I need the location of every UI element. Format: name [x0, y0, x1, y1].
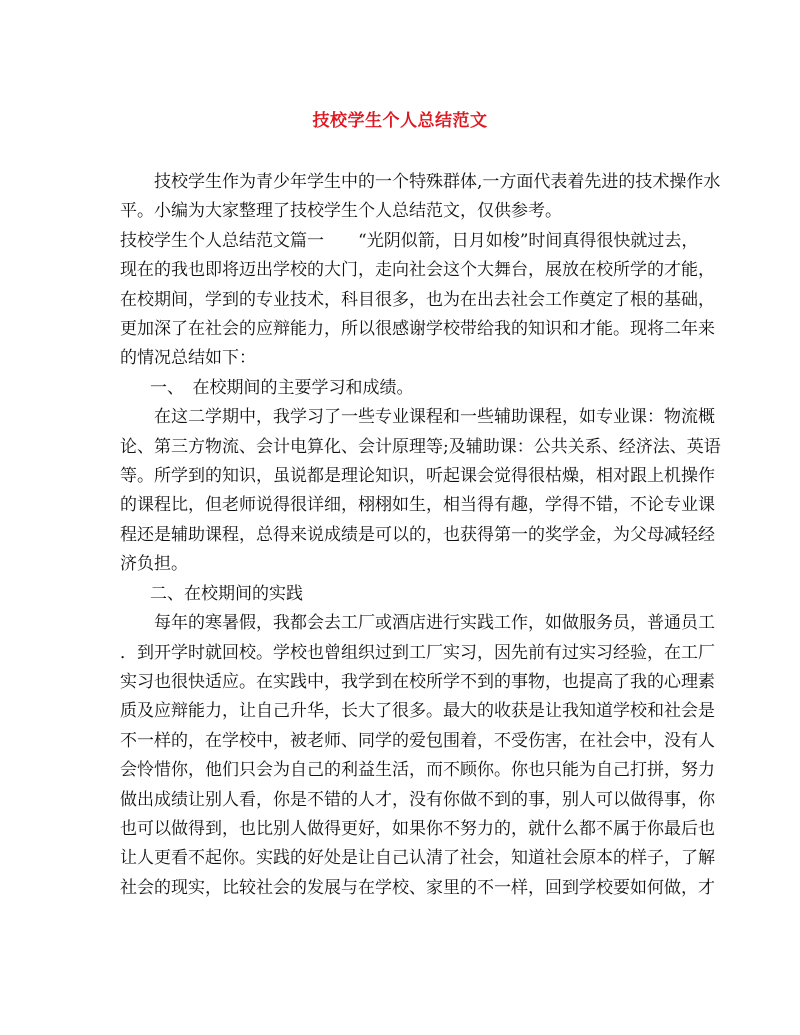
text-line: 不一样的，在学校中，被老师、同学的爱包围着，不受伤害，在社会中，没有人 — [120, 730, 715, 751]
document-title: 技校学生个人总结范文 — [312, 111, 488, 131]
text-line: 程还是辅助课程，总得来说成绩是可以的，也获得第一的奖学金，为父母减轻经 — [120, 524, 715, 545]
text-line: 等。所学到的知识，虽说都是理论知识，听起课会觉得很枯燥，相对跟上机操作 — [120, 466, 715, 487]
text-line: 每年的寒暑假，我都会去工厂或酒店进行实践工作，如做服务员，普通员工 — [154, 613, 715, 634]
text-line: 平。小编为大家整理了技校学生个人总结范文，仅供参考。 — [120, 201, 562, 222]
text-line: 实习也很快适应。在实践中，我学到在校所学不到的事物，也提高了我的心理素 — [120, 671, 715, 692]
text-line: 社会的现实，比较社会的发展与在学校、家里的不一样，回到学校要如何做，才 — [120, 877, 715, 898]
text-line: 让人更看不起你。实践的好处是让自己认清了社会，知道社会原本的样子，了解 — [120, 848, 715, 869]
section-heading: 二、在校期间的实践 — [150, 583, 303, 604]
text-line: 的情况总结如下： — [120, 348, 256, 369]
text-line: 在这二学期中，我学习了一些专业课程和一些辅助课程，如专业课：物流概 — [154, 407, 715, 428]
text-line: 济负担。 — [120, 554, 188, 575]
text-line: 也可以做得到，也比别人做得更好，如果你不努力的，就什么都不属于你最后也 — [120, 818, 715, 839]
text-line: 论、第三方物流、会计电算化、会计原理等;及辅助课：公共关系、经济法、英语 — [120, 436, 721, 457]
text-line: 更加深了在社会的应辩能力，所以很感谢学校带给我的知识和才能。现将二年来 — [120, 319, 715, 340]
section-heading: 一、 在校期间的主要学习和成绩。 — [150, 377, 414, 398]
text-line: 技校学生个人总结范文篇一 “光阴似箭，日月如梭”时间真得很快就过去， — [120, 230, 699, 251]
text-line: 的课程比，但老师说得很详细，栩栩如生，相当得有趣，学得不错，不论专业课 — [120, 495, 715, 516]
text-line: 现在的我也即将迈出学校的大门，走向社会这个大舞台，展放在校所学的才能， — [120, 260, 715, 281]
text-line: 会怜惜你，他们只会为自己的利益生活，而不顾你。你也只能为自己打拼，努力 — [120, 760, 715, 781]
text-line: 做出成绩让别人看，你是不错的人才，没有你做不到的事，别人可以做得事，你 — [120, 789, 715, 810]
text-line: 质及应辩能力，让自己升华，长大了很多。最大的收获是让我知道学校和社会是 — [120, 701, 715, 722]
text-line: 在校期间，学到的专业技术，科目很多，也为在出去社会工作奠定了根的基础， — [120, 289, 715, 310]
document-body — [120, 168, 721, 903]
text-line: 技校学生作为青少年学生中的一个特殊群体,一方面代表着先进的技术操作水 — [154, 172, 721, 192]
text-line: ．到开学时就回校。学校也曾组织过到工厂实习，因先前有过实习经验，在工厂 — [120, 642, 715, 663]
